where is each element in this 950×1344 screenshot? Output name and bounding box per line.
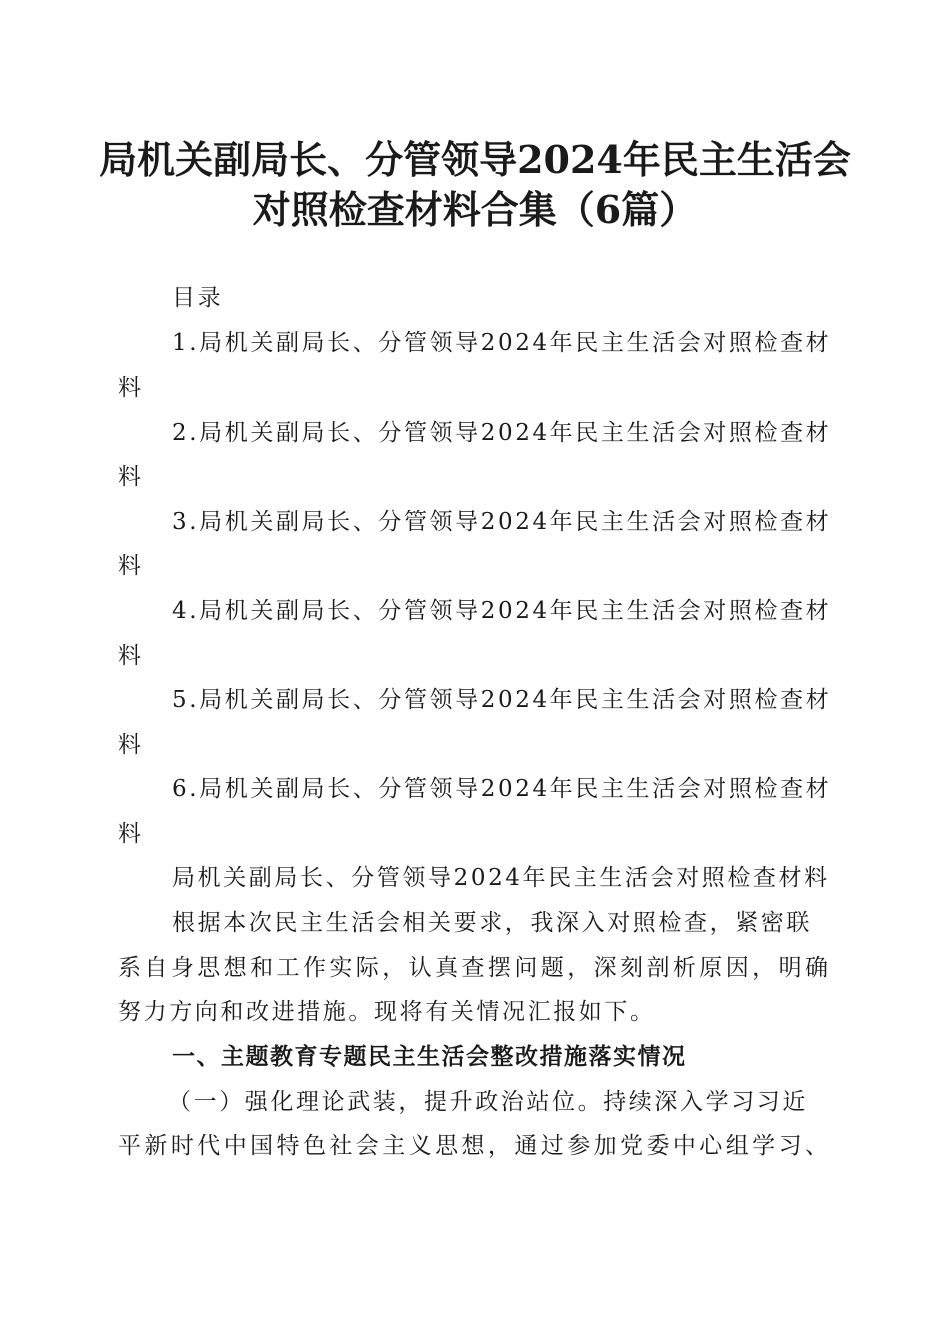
toc-item-6-continuation: 料 (118, 821, 144, 847)
intro-paragraph-line-1: 根据本次民主生活会相关要求，我深入对照检查，紧密联 (172, 910, 812, 936)
toc-heading: 目录 (172, 285, 224, 311)
toc-item-2-continuation: 料 (118, 464, 144, 490)
document-title-line-1: 局机关副局长、分管领导2024年民主生活会 (99, 137, 851, 182)
section-heading: 一、主题教育专题民主生活会整改措施落实情况 (172, 1044, 687, 1070)
toc-item-5-continuation: 料 (118, 732, 144, 758)
toc-item-1-continuation: 料 (118, 375, 144, 401)
toc-item-1: 1.局机关副局长、分管领导2024年民主生活会对照检查材 (172, 330, 832, 356)
toc-item-3: 3.局机关副局长、分管领导2024年民主生活会对照检查材 (172, 509, 832, 535)
toc-item-3-continuation: 料 (118, 553, 144, 579)
subsection-paragraph-line-1: （一）强化理论武装，提升政治站位。持续深入学习习近 (168, 1089, 808, 1115)
toc-item-5: 5.局机关副局长、分管领导2024年民主生活会对照检查材 (172, 687, 832, 713)
intro-paragraph-line-3: 努力方向和改进措施。现将有关情况汇报如下。 (118, 999, 656, 1025)
subsection-paragraph-line-2: 平新时代中国特色社会主义思想，通过参加党委中心组学习、 (118, 1133, 828, 1159)
article-title: 局机关副局长、分管领导2024年民主生活会对照检查材料 (172, 865, 830, 891)
toc-item-4-continuation: 料 (118, 643, 144, 669)
toc-item-6: 6.局机关副局长、分管领导2024年民主生活会对照检查材 (172, 776, 832, 802)
intro-paragraph-line-2: 系自身思想和工作实际，认真查摆问题，深刻剖析原因，明确 (118, 955, 828, 981)
document-title-line-2: 对照检查材料合集（6篇） (252, 187, 698, 232)
toc-item-2: 2.局机关副局长、分管领导2024年民主生活会对照检查材 (172, 420, 832, 446)
toc-item-4: 4.局机关副局长、分管领导2024年民主生活会对照检查材 (172, 598, 832, 624)
